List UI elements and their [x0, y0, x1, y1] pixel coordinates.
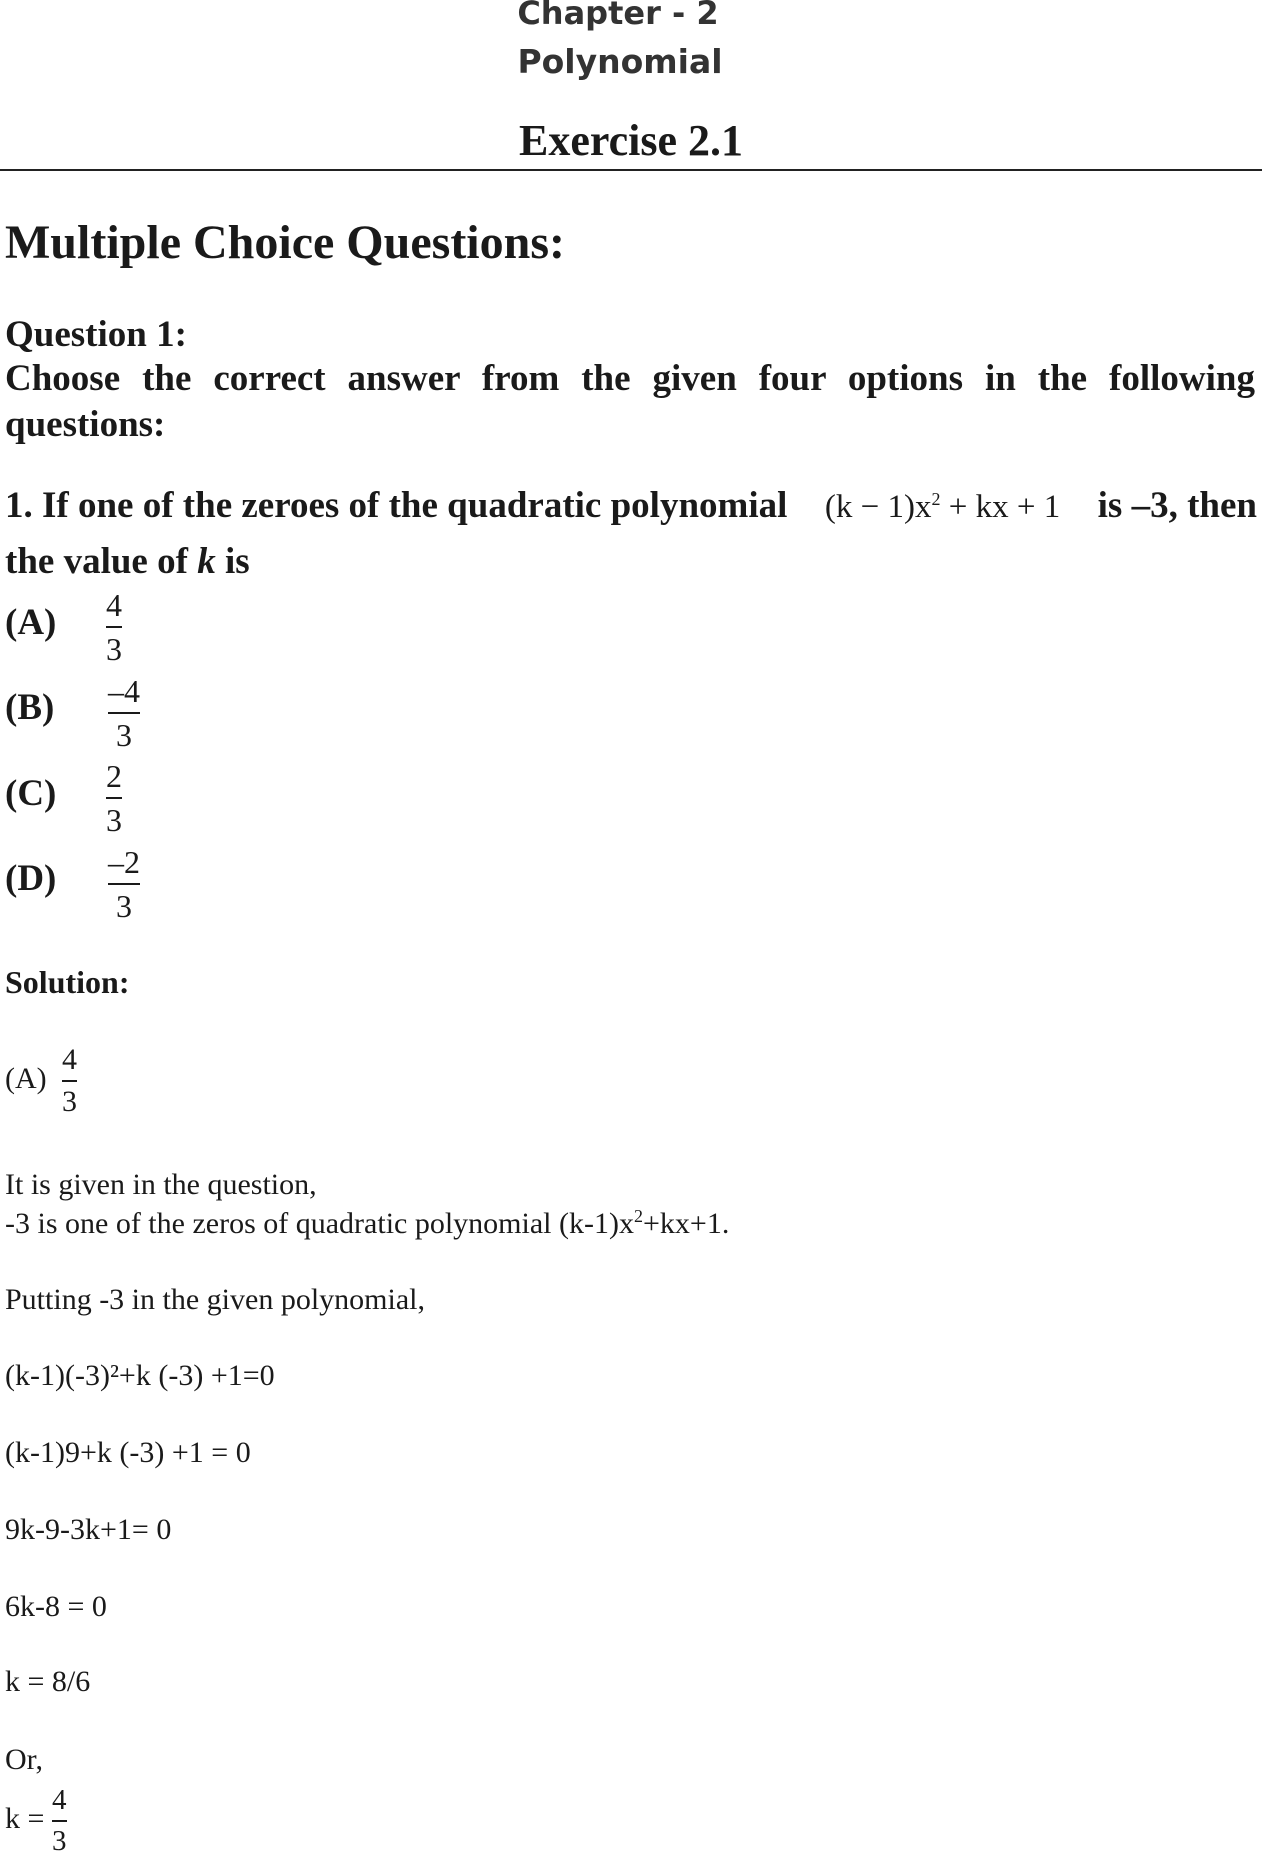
option-a-fraction-bar: [106, 626, 122, 628]
header-divider: [0, 169, 1262, 171]
section-title: Multiple Choice Questions:: [5, 216, 565, 269]
question-prefix: 1. If one of the zeroes of the quadratic polynomial: [5, 485, 788, 526]
question-line2-suffix: is: [215, 541, 250, 582]
final-prefix: k =: [5, 1802, 45, 1835]
final-fraction: [52, 1786, 67, 1856]
poly-exponent: 2: [931, 489, 941, 509]
zero-line-suffix: +kx+1.: [642, 1207, 730, 1240]
question-line2-prefix: the value of: [5, 541, 198, 582]
or-label: Or,: [5, 1743, 43, 1776]
zero-line-prefix: -3 is one of the zeros of quadratic polynomial (k-1)x: [5, 1207, 634, 1240]
option-c-fraction-bar: [106, 797, 122, 799]
putting-line: Putting -3 in the given polynomial,: [5, 1283, 425, 1316]
option-c-denominator: 3: [106, 802, 122, 838]
question-variable: k: [197, 541, 216, 582]
option-b-denominator: 3: [116, 717, 132, 753]
option-d-denominator: 3: [116, 888, 132, 924]
option-a-numerator: 4: [106, 587, 122, 623]
chapter-heading: Chapter - 2: [517, 0, 719, 32]
option-b-fraction-bar: [108, 712, 140, 714]
step-2: (k-1)9+k (-3) +1 = 0: [5, 1436, 251, 1469]
option-a-label: (A): [5, 602, 57, 643]
option-c-label: (C): [5, 773, 57, 814]
option-d-fraction-bar: [108, 883, 140, 885]
question-heading: Question 1:: [5, 314, 187, 355]
final-fraction-bar: [52, 1820, 67, 1822]
solution-label: Solution:: [5, 964, 130, 1000]
question-line: [5, 484, 1257, 527]
poly-base: (k − 1)x: [824, 489, 932, 525]
answer-numerator: 4: [62, 1043, 77, 1076]
step-3: 9k-9-3k+1= 0: [5, 1513, 172, 1546]
exercise-heading: Exercise 2.1: [518, 116, 744, 165]
zero-line: [5, 1206, 729, 1241]
option-b-label: (B): [5, 687, 55, 728]
option-c-numerator: 2: [106, 758, 122, 794]
option-c-fraction: [106, 760, 122, 836]
option-d-fraction: [108, 846, 140, 922]
option-a-fraction: [106, 589, 122, 665]
answer-label: (A): [5, 1062, 47, 1095]
subject-heading: Polynomial: [517, 42, 723, 81]
option-d-numerator: –2: [108, 844, 140, 880]
poly-tail: + kx + 1: [940, 489, 1061, 525]
question-suffix: is –3, then: [1097, 485, 1257, 526]
final-denominator: 3: [52, 1825, 67, 1857]
answer-denominator: 3: [62, 1085, 77, 1118]
final-numerator: 4: [52, 1784, 67, 1816]
question-line-2: [5, 540, 250, 583]
option-d-label: (D): [5, 858, 57, 899]
option-b-fraction: [108, 675, 140, 751]
step-1: (k-1)(-3)²+k (-3) +1=0: [5, 1359, 275, 1392]
instruction-text: Choose the correct answer from the given four options in the following questions:: [5, 358, 1255, 445]
answer-fraction: [62, 1045, 77, 1117]
step-5: k = 8/6: [5, 1665, 91, 1698]
step-4: 6k-8 = 0: [5, 1590, 107, 1623]
option-b-numerator: –4: [108, 673, 140, 709]
zero-line-exponent: 2: [633, 1206, 643, 1226]
question-polynomial: [825, 489, 1060, 526]
answer-fraction-bar: [62, 1080, 77, 1082]
option-a-denominator: 3: [106, 631, 122, 667]
given-line: It is given in the question,: [5, 1168, 317, 1201]
